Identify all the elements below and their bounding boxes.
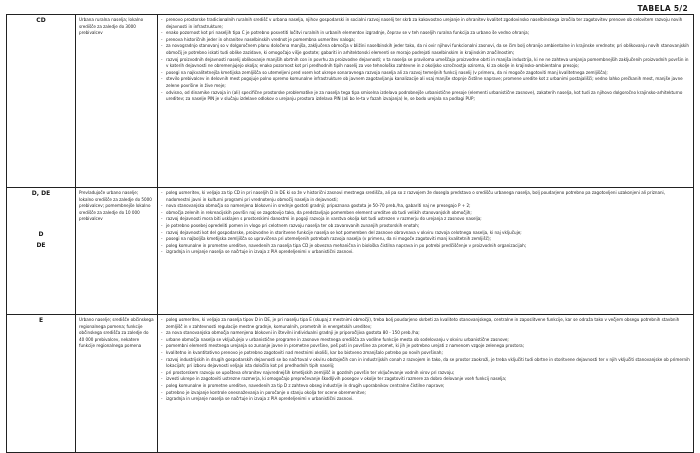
settlement-rules [158,315,694,453]
rule-item: - enako pozornost kot pri naseljih tipa C je potrebno posvetiti ločitvi ruralnih in urbanih elementov izgradnje, čeprav se v teh naseljih ruralna funkcija za urbano še vedno ohranja; [161,30,690,37]
rule-item: - poleg komunalne in prometne ureditve, navedenih za tip D z zahtevo obseg industrije in drugih uporabnikov centralne čistilne naprave; [161,383,690,390]
rules-list [161,190,690,256]
rule-item: - za novogradnjo stanovanj so v dolgoročnem planu določena manjša, zaključena območja v bližini naselbinskih jeder tako, da ni ovir njihovi funkcionalni zasnovi, da se čim bolj ohranijo ambientalne in krajinske vrednote; pri oblikovanju novih stanovanjskih območij je potrebno iskati tudi oblike zazidave, ki omogočajo višje gostote; gabariti in arhitektonski elementi se morajo podrejati naselbinskim in krajinskim značilnostim; [161,43,690,56]
table-row [7,15,694,188]
rule-item: - za nova stanovanjska območja namenjena blokovni in številni individualni gradnji je priporočljiva gostota 80 - 150 preb./ha; [161,330,690,337]
settlement-code-cell [7,188,76,315]
rule-item: - izgradnja in urejanje naselja se načrtuje in izvaja z PIA opredeljenimi v urbanistični zasnovi. [161,396,690,403]
table-row [7,315,694,453]
rule-item: - urbane območja naselja se vključujejo v urbanistične programe in zasnove mestnega središča za vodilne funkcije mesta ob sodelovanju v okviru urbanistične zasnove; [161,337,690,344]
settlement-code: D, DE [31,190,51,197]
table-row [7,188,694,315]
settlement-rules [158,188,694,315]
rules-list [161,17,690,103]
settlement-rules [158,15,694,188]
rule-item: - je potrebno posebej opredeliti pomen in vlogo pri celotnem razvoju naselja ter ob zavarovanih zunanjih prostorskih enotah; [161,223,690,230]
rule-item: - pomembni elementi mestnega urejanja so zunanje javne in prometne površine, peš poti in površine za promet, ki jih je potrebno urejati z namenom vzgoje zelenega prostora; [161,343,690,350]
settlement-code-cell [7,15,76,188]
rule-item: - razvoj dejavnosti kot del gospodarske, proizvodne in storitvene funkcije naselja se kot pomemben del zasnove obravnava v okviru razvoja celotnega naselja, ki naj vključuje; [161,230,690,237]
rule-item: - razvoj industrijskih in drugih gospodarskih dejavnosti se bo načrtoval v okviru obstoječih con in industrijskih conah z razvojem in tako, da se prostor zaokroži, je treba vključiti tudi obrtne in storitvene dejavnosti ter v njih vključiti stanovanjske ob primernih lokacijah; pri izboru dejavnosti veljajo ista določila kot pri predhodnih tipih naselij; [161,357,690,370]
settlement-code: CD [36,17,46,24]
settlement-description: Urbana ruralna naselja; lokalno središče za zaledje do 3000 prebivalcev [76,15,158,188]
rule-item: - posegi na najkvalitetnejša kmetijska zemljišča so utemeljeni pred vsem kot ukrepe sonaravnega razvoja naselja ali za razvoj temeljnih funkcij naselij (v primeru, da ni mogoče zagotoviti manj kvalitetnega zemljišča); [161,70,690,77]
rule-item: - stevilo prebivalcev in delovnih mest pogojuje polno opremo komunalne infrastrukture ob javnem zagotavljanju kanalizacije ali vsaj manjše stopnje čistilne naprave; promene uredite kot z urbanimi postajališči; vedno lahko prečkanih mest, manjše javne zelene površine in žive meje; [161,76,690,89]
rule-item: - nova stanovanjska območja so namenjena blokovni in srednje gostoti gradnji; pripoznana gostota je 50-70 preb./ha, gabariti naj ne presegajo P + 2; [161,203,690,210]
rule-item: - območja zelenih in rekreacijskih površin naj se zagotovijo tako, da predstavljajo pomemben element ureditve ob tudi velikih stanovanjskih območjih; [161,210,690,217]
rules-list [161,317,690,403]
settlement-code: DE [36,242,46,249]
settlement-description: Urbano naselje; središče občinskega regionalnega pomena; funkcije občinskega središča za zaledje do 40 000 prebivalcev, nekatere funkcije regionalnega pomena [76,315,158,453]
rule-item: - razvoj proizvodnih dejavnosti naselij oblikovanje manjših obrtnih con in povrhu za proizvodne dejavnosti; v ta naselja se praviloma umeščajo proizvodne obrti in manjša industrija, ki ne ne zahteva urejanja pomembnejših zaključenih proizvodnih površin in v katerih dejavnosti ne obremenjujejo okolja; enako pozornost kot pri predhodnih tipih naselij za vse tehnološko zahtevne in z okoljsko vzročnostjo oziroma, ki za okolje in krajinsko-ambientalno presojo; [161,57,690,70]
rule-item: - razvoj dejavnosti mora biti usklajen s prostorskimi danostmi in pogoji razvoja in varstva okolja kot tudi ustrezen v razmerju do urejanja z zasnovo naselja; [161,216,690,223]
rule-item: - poleg komunalne in prometne ureditve, navedenih za naselja tipa CD je obvezna mehanična in biološka čistilna naprava in po potrebi predčiščenje v proizvodnih organizacijah; [161,243,690,250]
rule-item: - poleg usmeritev, ki veljajo za tip CD in pri naseljih D in DE ki so že v historični zasnovi mestnega središča, ali pa so z razvojem že dosegla predstavo o središču urbanega naselja, bolj poudarjeno potrebno pa zagotovljeni uzakonjeni ali priznani, nadomestni javni in kulturni programi pri vrednotenju območij naselja in dejavnosti; [161,190,690,203]
settlement-code-cell [7,315,76,453]
rule-item: - izvesti ukrepe in zagotoviti ustrezne razmerja, ki omogočajo preprečevanje škodljivih posegov v okolje ter zagotoviti razmere za dobro delovanje vseh funkcij naselja; [161,376,690,383]
rule-item: - prenovo prostorske tradicionalnih ruralnih središč v urbana naselja, njihov gospodarski in socialni razvoj naselij ter skrb za kakovostno urejanje in ohranitev kvalitet zgodovinsko naselbinskega izročila ter zagotovitev prenove ob celovitem razvoju novih dejavnosti in infrastrukture; [161,17,690,30]
rule-item: - pri prostorskem razvoju se upošteva ohranitev najvrednejših kmetijskih zemljišč in gozdnih površin ter vključevanje vodnih virov pri razvoju; [161,370,690,377]
settlement-code: E [38,317,44,324]
rule-item: - potrebno je izvajanje kontrole onesnaževanja in poročanje o stanju okolja ter ocene obremenitve; [161,390,690,397]
rule-item: - kvalitetno in kvantitativno prenovo je potrebno zagotoviti nad mestnimi okoliši, kar bo bistveno zmanjšalo potrebo po novih površinah; [161,350,690,357]
rule-item: - poleg usmeritev, ki veljajo za naselja tipov D in DE, je pri naselju tipa E (skupaj z mestnimi območji), treba bolj poudarjeno skrbeti za kvaliteto stanovanjskega, centralne in zaposlitvene funkcije, kar se odraža tako v večjem obsegu potrebnih stavbnih zemljišč in v zahtevnosti regulacije mestne gradnje, komunalnih, prometnih in energetskih ureditev; [161,317,690,330]
rule-item: - prenova historičnih jeder in ohranitev naselbinskih vrednot je pomembna usmeritev naloga; [161,37,690,44]
settlement-code: D [38,231,44,238]
rule-item: - izgradnja in urejanje naselja se načrtuje in izvaja z PIA opredeljenimi v urbanistični zasnovi. [161,249,690,256]
settlement-description: Prevladujoče urbano naselje; lokalno središče za zaledje do 5000 prebivalcev; pomembnejše lokalno središče za zaledje do 10 000 prebivalcev [76,188,158,315]
rule-item: - odvisno, od dinamike razvoja in (ali) specifične prostorske problematike je za naselja tega tipa smiselna izdelava podrobnejše urbanistične presoje (elementi urbanistične zasnove), zakaterih naselja, kot tudi za njihovo dolgoročno krajinsko-arhitekturno ureditev; za naselje PIN je v slučaju izdelave odlokov o urejanju prostora izdelava PIN (ali bo le-ta v fazah izvajanja) le, se bodo urejala na podlagi PUP; [161,90,690,103]
rule-item: - posegi na najboljša kmetijska zemljišča so upravičena pri utemeljenih potrebah razvoja naselja (v primeru, da ni mogoče zagotoviti manj kvalitetnih zemljišč); [161,236,690,243]
settlement-rules-table [6,14,694,453]
table-label: TABELA 5/2 [637,4,688,13]
